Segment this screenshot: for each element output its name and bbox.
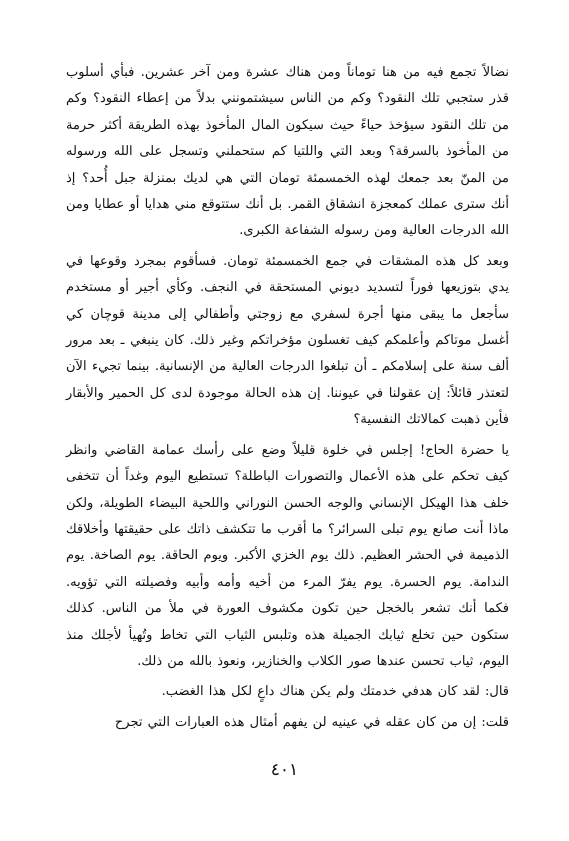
paragraph-1: نضالاً تجمع فيه من هنا توماناً ومن هناك عشرة ومن آخر عشرين. فبأي أسلوب قذر ستجبي تلك النقود؟ وكم من الناس سيشتمونني بدلاً من إعطاء النقود؟ وكم من تلك النقود سيؤخذ حياءً حيث سيكون المال المأخوذ بهذه الطريقة أكثر حرمة من المأخوذ بالسرقة؟ وبعد التي واللتيا كم ستحملني وتسجل على الله ورسوله من المنّ بعد جمعك لهذه الخمسمئة تومان التي هي لديك بمنزلة جبل أُحد؟ إذ أنك سترى عملك كمعجزة انشقاق القمر. بل أنك ستتوقع مني هدايا أو عطايا ومن الله الدرجات العالية ومن رسوله الشفاعة الكبرى. — [66, 65, 509, 239]
paragraph-3: يا حضرة الحاج! إجلس في خلوة قليلاً وضع على رأسك عمامة القاضي وانظر كيف تحكم على هذه الأعمال والتصورات الباطلة؟ تستطيع اليوم وغداً أن تتخفى خلف هذا الهيكل الإنساني والوجه الحسن النوراني واللحية البيضاء الطويلة، ولكن ماذا أنت صانع يوم تبلى السرائر؟ ما أقرب ما تتكشف ذاتك على حقيقتها وأخلاقك الذميمة في الحشر العظيم. ذلك يوم الخزي الأكبر. ويوم الحاقة. يوم الصاخة. يوم الندامة. يوم الحسرة. يوم يفرّ المرء من أخيه وأمه وأبيه وفصيلته التي تؤويه. فكما أنك تشعر بالخجل حين تكون مكشوف العورة في ملأ من الناس. كذلك ستكون حين تخلع ثيابك الجميلة هذه وتلبس الثياب التي تخاط وتُهيأ لأجلك منذ اليوم، ثياب تحسن عندها صور الكلاب والخنازير، ونعوذ بالله من ذلك. — [66, 442, 509, 669]
paragraph-2: وبعد كل هذه المشقات في جمع الخمسمئة تومان. فسأقوم بمجرد وقوعها في يدي بتوزيعها فوراً لتسديد ديوني المستحقة في النجف. وكأي أجير أو مستخدم سأجعل ما يبقى منها أجرة لسفري مع زوجتي وأطفالي إلى مدينة قوچان كي أغسل موتاكم وأعلمكم كيف تغسلون مؤخراتكم وغير ذلك. كان ينبغي ـ بعد مرور ألف سنة على إسلامكم ـ أن تبلغوا الدرجات العالية من الإنسانية. بينما تجيء الآن لتعتذر قائلاً: إن عقولنا في عيوننا. إن هذه الحالة موجودة لدى كل الحمير والأبقار فأين ذهبت كمالاتك النفسية؟ — [66, 253, 509, 428]
paragraph-5: قلت: إن من كان عقله في عينيه لن يفهم أمثال هذه العبارات التي تجرح — [114, 714, 509, 730]
paragraph-4: قال: لقد كان هدفي خدمتك ولم يكن هناك داعٍ لكل هذا الغضب. — [161, 684, 509, 700]
page-number: ٤٠١ — [270, 760, 299, 780]
page-body — [66, 60, 509, 736]
